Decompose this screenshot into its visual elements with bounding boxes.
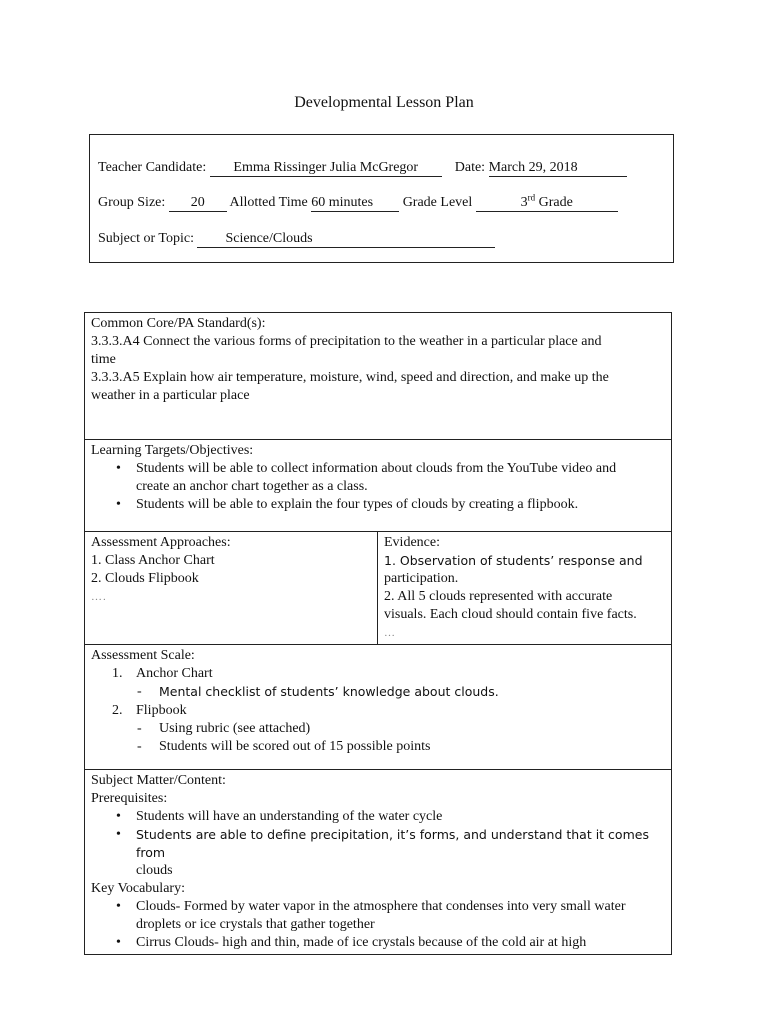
date-value: March 29, 2018 (489, 160, 627, 177)
evidence-ellipsis: … (384, 627, 396, 639)
scale-sub-item (159, 720, 665, 738)
evidence-1-line2: participation. (384, 571, 459, 586)
scale-item-1: Anchor Chart (136, 666, 213, 681)
scale-heading: Assessment Scale: (91, 648, 195, 663)
evidence-cell (378, 532, 672, 645)
teacher-value: Emma Rissinger Julia McGregor (210, 160, 442, 177)
prerequisites-list (91, 808, 665, 880)
objective-1-line1: • Students will be able to collect information about clouds from the YouTube video and (136, 461, 617, 476)
scale-item-2-sub1: Using rubric (see attached) (159, 721, 311, 736)
grade-number: 3 (520, 195, 528, 210)
vocabulary-item (136, 898, 665, 934)
objectives-list (91, 460, 665, 514)
prerequisite-item (136, 826, 665, 880)
scale-sub-item (159, 738, 665, 756)
vocabulary-item (136, 934, 665, 952)
scale-item-1-sub: Mental checklist of students’ knowledge about clouds. (159, 684, 499, 699)
scale-list (91, 665, 665, 756)
prerequisite-1: • Students will have an understanding of the water cycle (136, 809, 443, 824)
objective-1-line2: create an anchor chart together as a class. (136, 479, 368, 494)
scale-sub-item (159, 683, 665, 702)
approaches-heading: Assessment Approaches: (91, 535, 231, 550)
evidence-1-line1: 1. Observation of students’ response and (384, 553, 643, 568)
group-row (98, 194, 618, 212)
subject-row (98, 230, 495, 248)
grade-level-label: Grade Level (402, 195, 473, 210)
prerequisite-2-line1: • Students are able to define precipitation, it’s forms, and understand that it comes from (136, 827, 649, 860)
scale-sub-list (136, 683, 665, 702)
scale-item-1-number: 1. (112, 666, 123, 681)
standards-heading: Common Core/PA Standard(s): (91, 316, 266, 331)
allotted-time-value: 60 minutes (311, 195, 399, 212)
objective-2: • Students will be able to explain the four types of clouds by creating a flipbook. (136, 497, 579, 512)
vocabulary-heading: Key Vocabulary: (91, 881, 185, 896)
standards-row (85, 313, 672, 440)
content-cell (85, 770, 672, 955)
standard-a4-line1: 3.3.3.A4 Connect the various forms of precipitation to the weather in a particular place and (91, 334, 602, 349)
assessment-scale-row (85, 645, 672, 770)
assessment-scale-cell (85, 645, 672, 770)
objectives-heading: Learning Targets/Objectives: (91, 443, 254, 458)
assessment-approaches-cell (85, 532, 378, 645)
grade-suffix: rd (527, 192, 536, 203)
objective-item (136, 496, 665, 514)
vocabulary-1-line2: droplets or ice crystals that gather together (136, 917, 375, 932)
vocabulary-2: • Cirrus Clouds- high and thin, made of ice crystals because of the cold air at high (136, 935, 587, 950)
prerequisite-item (136, 808, 665, 826)
group-size-label: Group Size: (98, 195, 166, 210)
prerequisites-heading: Prerequisites: (91, 791, 168, 806)
scale-sub-list (136, 720, 665, 756)
standard-a5-line1: 3.3.3.A5 Explain how air temperature, moisture, wind, speed and direction, and make up the (91, 370, 609, 385)
group-size-value: 20 (169, 195, 227, 212)
content-row (85, 770, 672, 955)
grade-word: Grade (538, 195, 573, 210)
teacher-label: Teacher Candidate: (98, 160, 207, 175)
evidence-heading: Evidence: (384, 535, 440, 550)
approach-ellipsis: …. (91, 591, 107, 603)
lesson-plan-table (84, 312, 672, 955)
teacher-row (98, 159, 627, 177)
standards-cell (85, 313, 672, 440)
objective-item (136, 460, 665, 496)
date-label: Date: (454, 160, 486, 175)
prerequisite-2-line2: clouds (136, 863, 173, 878)
evidence-2-line1: 2. All 5 clouds represented with accurate (384, 589, 613, 604)
assessment-row (85, 532, 672, 645)
page-title: Developmental Lesson Plan (294, 94, 474, 111)
grade-level-value (476, 192, 618, 212)
objectives-row (85, 440, 672, 532)
scale-item-2-number: 2. (112, 703, 123, 718)
vocabulary-1-line1: • Clouds- Formed by water vapor in the atmosphere that condenses into very small water (136, 899, 626, 914)
lesson-header-box (89, 134, 674, 263)
subject-value: Science/Clouds (197, 231, 495, 248)
standard-a4-line2: time (91, 352, 116, 367)
objectives-cell (85, 440, 672, 532)
scale-item-2-sub2: Students will be scored out of 15 possible points (159, 739, 431, 754)
vocabulary-list (91, 898, 665, 952)
evidence-2-line2: visuals. Each cloud should contain five facts. (384, 607, 637, 622)
allotted-time-label: Allotted Time (229, 195, 308, 210)
content-heading: Subject Matter/Content: (91, 773, 226, 788)
scale-item (112, 702, 665, 756)
standard-a5-line2: weather in a particular place (91, 388, 250, 403)
scale-item (112, 665, 665, 702)
subject-label: Subject or Topic: (98, 231, 194, 246)
scale-item-2: Flipbook (136, 703, 187, 718)
approach-1: 1. Class Anchor Chart (91, 553, 215, 568)
approach-2: 2. Clouds Flipbook (91, 571, 199, 586)
